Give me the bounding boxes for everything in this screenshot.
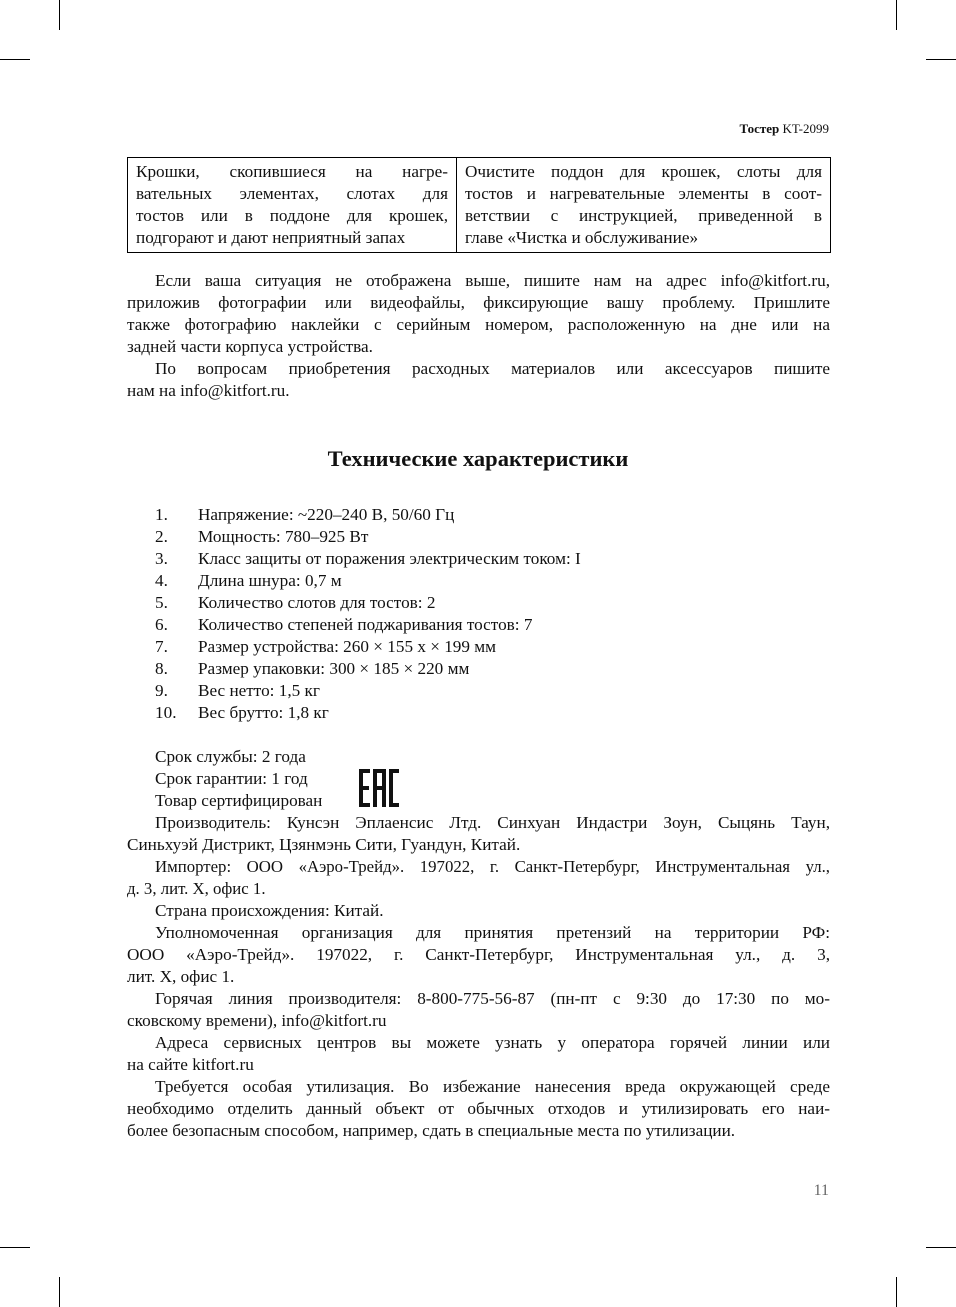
item-number: 6. bbox=[155, 615, 168, 634]
item-number: 7. bbox=[155, 637, 168, 656]
problem-line: подгорают и дают неприятный запах bbox=[136, 228, 406, 247]
text-line: лит. Х, офис 1. bbox=[127, 967, 235, 986]
item-number: 1. bbox=[155, 505, 168, 524]
text-line: необходимо отделить данный объект от обычных отходов и утилизировать его наи- bbox=[127, 1099, 830, 1118]
crop-mark bbox=[0, 59, 30, 60]
solution-line: ветствии с инструкцией, приведенной в bbox=[465, 206, 822, 225]
item-text: Размер устройства: 260 × 155 х × 199 мм bbox=[198, 637, 497, 656]
list-item bbox=[155, 636, 581, 658]
text-line: ООО «Аэро-Трейд». 197022, г. Санкт-Петербург, Инструментальная ул., д. 3, bbox=[127, 945, 830, 964]
item-number: 5. bbox=[155, 593, 168, 612]
crop-mark bbox=[0, 1247, 30, 1248]
text-line: на сайте kitfort.ru bbox=[127, 1055, 254, 1074]
crop-mark bbox=[59, 0, 60, 30]
solution-line: главе «Чистка и обслуживание» bbox=[465, 228, 699, 247]
solution-line: тостов и нагревательные элементы в соот- bbox=[465, 184, 822, 203]
list-item bbox=[155, 614, 581, 636]
list-item bbox=[155, 526, 581, 548]
text-line: сковскому времени), info@kitfort.ru bbox=[127, 1011, 387, 1030]
header-product: Тостер bbox=[739, 121, 780, 136]
text-line: нам на info@kitfort.ru. bbox=[127, 381, 290, 400]
solution-line: Очистите поддон для крошек, слоты для bbox=[465, 162, 822, 181]
crop-mark bbox=[896, 1277, 897, 1307]
warranty: Срок гарантии: 1 год bbox=[155, 769, 308, 788]
list-item bbox=[155, 504, 581, 526]
text-line: задней части корпуса устройства. bbox=[127, 337, 373, 356]
item-text: Длина шнура: 0,7 м bbox=[198, 571, 342, 590]
item-text: Количество слотов для тостов: 2 bbox=[198, 593, 436, 612]
running-header bbox=[740, 121, 829, 137]
item-number: 9. bbox=[155, 681, 168, 700]
text-line: По вопросам приобретения расходных материалов или аксессуаров пишите bbox=[155, 359, 830, 378]
text-line: Страна происхождения: Китай. bbox=[155, 901, 384, 920]
list-item bbox=[155, 592, 581, 614]
item-text: Мощность: 780–925 Вт bbox=[198, 527, 369, 546]
problem-cell bbox=[128, 158, 457, 253]
text-line: Производитель: Кунсэн Эплаенсис Лтд. Синхуан Индастри Зоун, Сыцянь Таун, bbox=[155, 813, 830, 832]
service-centers-paragraph bbox=[127, 1032, 830, 1076]
problem-line: тостов или в поддоне для крошек, bbox=[136, 206, 448, 225]
item-number: 2. bbox=[155, 527, 168, 546]
text-line: приложив фотографии или видеофайлы, фиксирующие вашу проблему. Пришлите bbox=[127, 293, 830, 312]
crop-mark bbox=[926, 59, 956, 60]
item-text: Класс защиты от поражения электрическим током: I bbox=[198, 549, 581, 568]
text-line: Уполномоченная организация для принятия претензий на территории РФ: bbox=[155, 923, 830, 942]
authorized-paragraph bbox=[127, 922, 830, 988]
crop-mark bbox=[896, 0, 897, 30]
specs-list bbox=[155, 504, 581, 724]
text-line: Если ваша ситуация не отображена выше, пишите нам на адрес info@kitfort.ru, bbox=[155, 271, 830, 290]
crop-mark bbox=[926, 1247, 956, 1248]
list-item bbox=[155, 658, 581, 680]
item-text: Вес брутто: 1,8 кг bbox=[198, 703, 329, 722]
manufacturer-paragraph bbox=[127, 812, 830, 856]
list-item bbox=[155, 548, 581, 570]
table-row bbox=[128, 158, 831, 253]
contact-paragraph bbox=[127, 270, 830, 402]
text-line: также фотографию наклейки с серийным номером, расположенную на дне или на bbox=[127, 315, 830, 334]
origin-paragraph bbox=[127, 900, 830, 922]
item-number: 10. bbox=[155, 703, 177, 722]
section-title: Технические характеристики bbox=[327, 446, 629, 471]
hotline-paragraph bbox=[127, 988, 830, 1032]
item-text: Вес нетто: 1,5 кг bbox=[198, 681, 320, 700]
text-line: Горячая линия производителя: 8-800-775-56-87 (пн-пт с 9:30 до 17:30 по мо- bbox=[155, 989, 830, 1008]
troubleshooting-table bbox=[127, 157, 831, 253]
eac-logo bbox=[358, 768, 400, 808]
importer-paragraph bbox=[127, 856, 830, 900]
problem-line: Крошки, скопившиеся на нагре- bbox=[136, 162, 448, 181]
item-number: 4. bbox=[155, 571, 168, 590]
disposal-paragraph bbox=[127, 1076, 830, 1142]
text-line: д. 3, лит. Х, офис 1. bbox=[127, 879, 266, 898]
text-line: Синьхуэй Дистрикт, Цзянмэнь Сити, Гуандун, Китай. bbox=[127, 835, 521, 854]
service-life: Срок службы: 2 года bbox=[155, 747, 306, 766]
text-line: Импортер: ООО «Аэро-Трейд». 197022, г. Санкт-Петербург, Инструментальная ул., bbox=[155, 857, 830, 876]
item-text: Количество степеней поджаривания тостов: 7 bbox=[198, 615, 533, 634]
item-number: 3. bbox=[155, 549, 168, 568]
list-item bbox=[155, 702, 581, 724]
header-model: KT-2099 bbox=[782, 121, 829, 136]
text-line: более безопасным способом, например, сдать в специальные места по утилизации. bbox=[127, 1121, 736, 1140]
crop-mark bbox=[59, 1277, 60, 1307]
page-number: 11 bbox=[813, 1182, 829, 1199]
list-item bbox=[155, 570, 581, 592]
text-line: Адреса сервисных центров вы можете узнать у оператора горячей линии или bbox=[155, 1033, 830, 1052]
certified: Товар сертифицирован bbox=[155, 791, 323, 810]
solution-cell bbox=[457, 158, 831, 253]
item-text: Размер упаковки: 300 × 185 × 220 мм bbox=[198, 659, 470, 678]
item-text: Напряжение: ~220–240 В, 50/60 Гц bbox=[198, 505, 455, 524]
list-item bbox=[155, 680, 581, 702]
text-line: Требуется особая утилизация. Во избежание нанесения вреда окружающей среде bbox=[155, 1077, 830, 1096]
item-number: 8. bbox=[155, 659, 168, 678]
problem-line: вательных элементах, слотах для bbox=[136, 184, 448, 203]
